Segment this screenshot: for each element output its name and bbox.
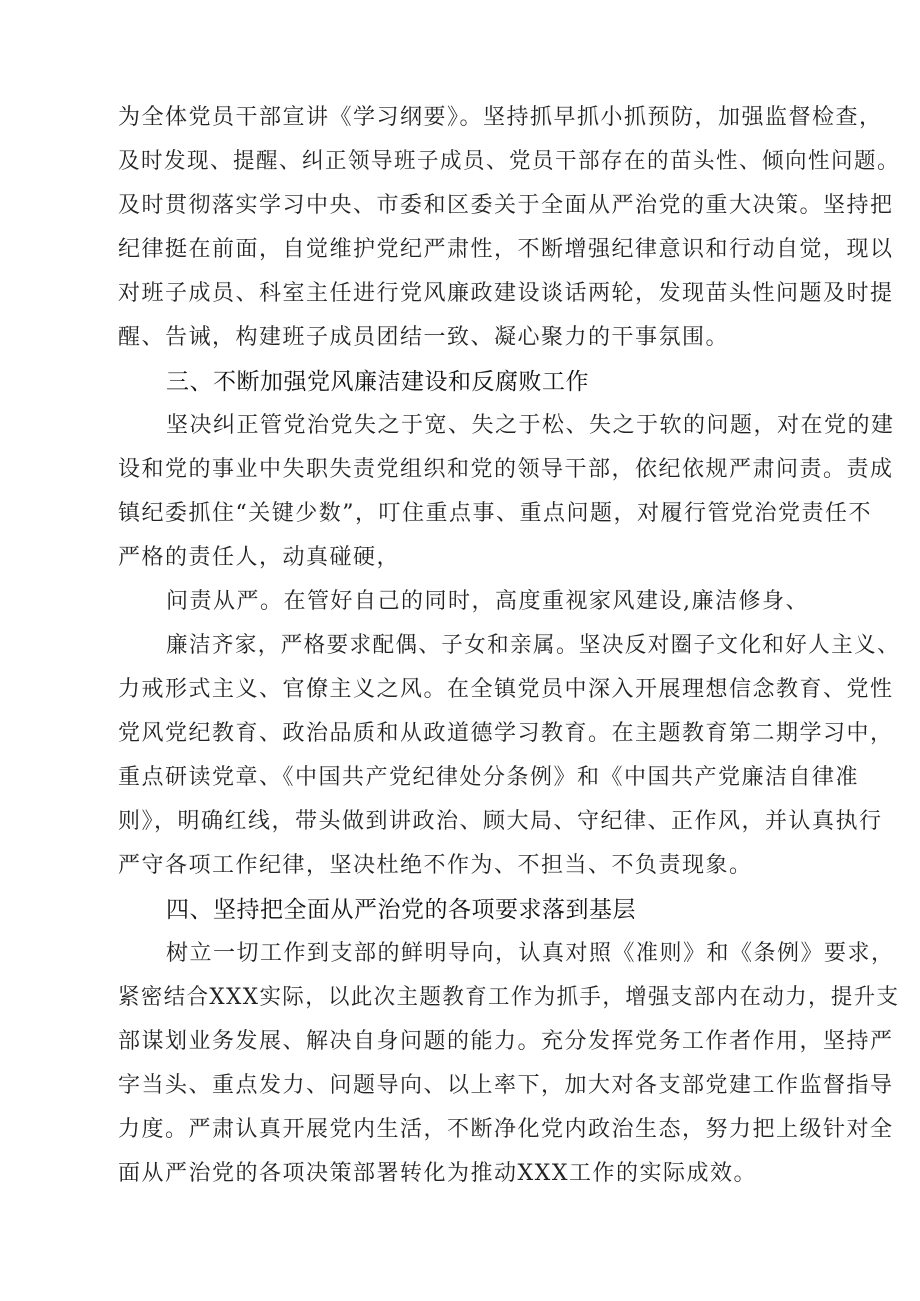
paragraph-line: 及时贯彻落实学习中央、市委和区委关于全面从严治党的重大决策。坚持把 [118,193,894,218]
paragraph-line: 问责从严。在管好自己的同时，高度重视家风建设,廉洁修身、 [166,589,809,614]
paragraph-line: 面从严治党的各项决策部署转化为推动XXX工作的实际成效。 [118,1161,757,1186]
paragraph-line: 字当头、重点发力、问题导向、以上率下，加大对各支部党建工作监督指导 [118,1073,894,1098]
paragraph-line: 紧密结合XXX实际，以此次主题教育工作为抓手，增强支部内在动力，提升支 [118,985,900,1010]
paragraph-line: 党风党纪教育、政治品质和从政道德学习教育。在主题教育第二期学习中， [118,721,894,746]
paragraph-line: 树立一切工作到支部的鲜明导向，认真对照《准则》和《条例》要求， [166,941,895,966]
section-heading-3: 三、不断加强党风廉洁建设和反腐败工作 [166,369,589,395]
paragraph-line: 及时发现、提醒、纠正领导班子成员、党员干部存在的苗头性、倾向性问题。 [118,149,900,174]
paragraph-line: 镇纪委抓住“关键少数”，叮住重点事、重点问题，对履行管党治党责任不 [118,501,872,526]
paragraph-line: 醒、告诫，构建班子成员团结一致、凝心聚力的干事氛围。 [118,325,730,350]
paragraph-line: 对班子成员、科室主任进行党风廉政建设谈话两轮，发现苗头性问题及时提 [118,281,894,306]
paragraph-line: 则》，明确红线，带头做到讲政治、顾大局、守纪律、正作风，并认真执行 [118,809,883,834]
paragraph-line: 为全体党员干部宣讲《学习纲要》。坚持抓早抓小抓预防，加强监督检查， [118,105,883,130]
section-heading-4: 四、坚持把全面从严治党的各项要求落到基层 [166,897,636,923]
paragraph-line: 严守各项工作纪律，坚决杜绝不作为、不担当、不负责现象。 [118,853,753,878]
paragraph-line: 廉洁齐家，严格要求配偶、子女和亲属。坚决反对圈子文化和好人主义、 [166,633,901,658]
paragraph-line: 力戒形式主义、官僚主义之风。在全镇党员中深入开展理想信念教育、党性 [118,677,894,702]
paragraph-line: 重点研读党章、《中国共产党纪律处分条例》和《中国共产党廉洁自律准 [118,765,860,790]
paragraph-line: 设和党的事业中失职失责党组织和党的领导干部，依纪依规严肃问责。责成 [118,457,894,482]
paragraph-line: 坚决纠正管党治党失之于宽、失之于松、失之于软的问题，对在党的建 [166,413,895,438]
paragraph-line: 力度。严肃认真开展党内生活，不断净化党内政治生态，努力把上级针对全 [118,1117,894,1142]
paragraph-line: 严格的责任人，动真碰硬， [118,545,401,570]
paragraph-line: 部谋划业务发展、解决自身问题的能力。充分发挥党务工作者作用，坚持严 [118,1029,894,1054]
paragraph-line: 纪律挺在前面，自觉维护党纪严肃性，不断增强纪律意识和行动自觉，现以 [118,237,894,262]
